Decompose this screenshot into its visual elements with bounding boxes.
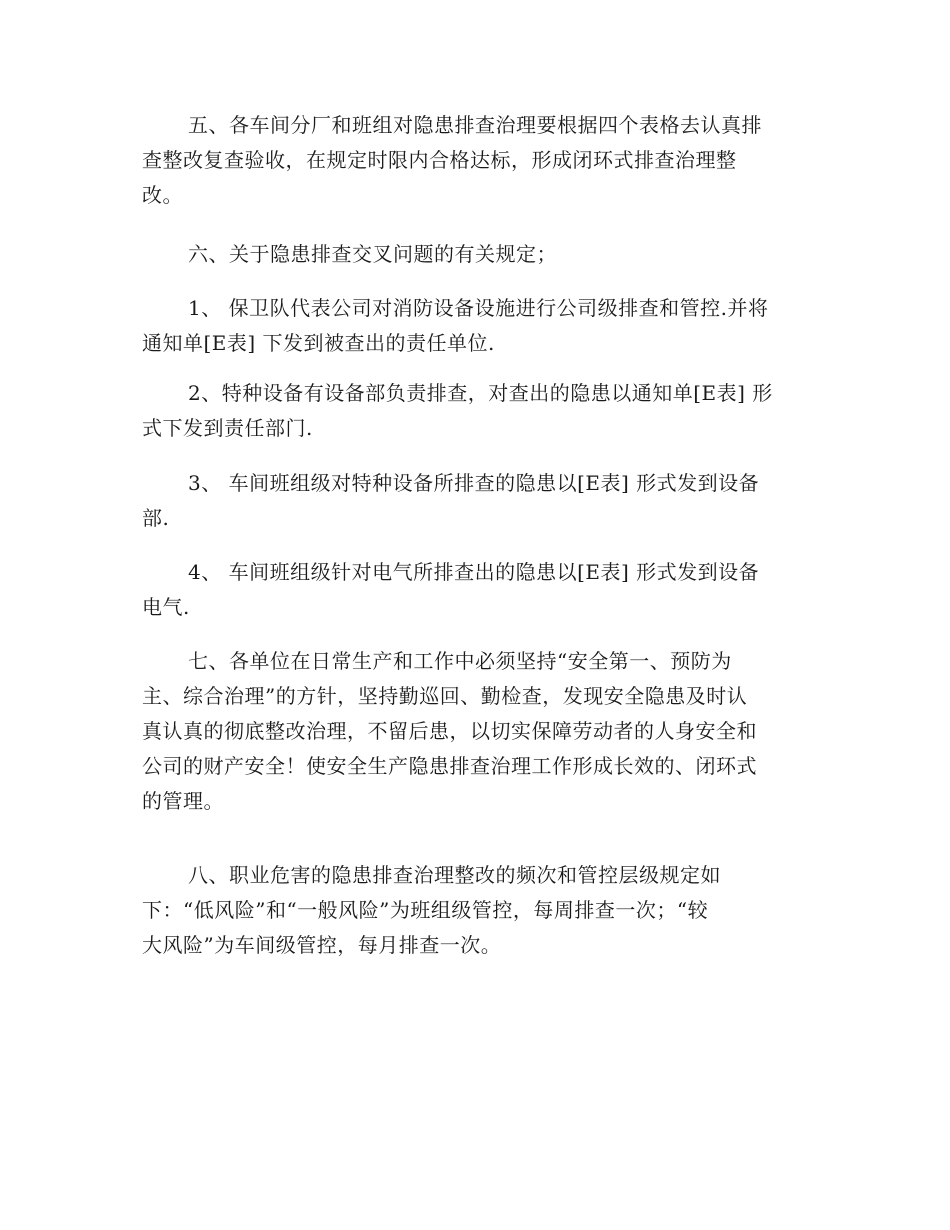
paragraph-line: 2、特种设备有设备部负责排查，对查出的隐患以通知单[E表] 形 <box>188 381 773 405</box>
paragraph-section-8 <box>142 858 812 963</box>
paragraph-line: 六、关于隐患排查交叉问题的有关规定； <box>188 242 557 266</box>
list-item-3 <box>142 466 812 536</box>
list-item-2 <box>142 376 812 446</box>
paragraph-line: 七、各单位在日常生产和工作中必须坚持“安全第一、预防为 <box>188 649 732 673</box>
paragraph-line: 大风险”为车间级管控，每月排查一次。 <box>142 933 502 957</box>
paragraph-line: 部. <box>142 506 170 530</box>
paragraph-section-7 <box>142 644 812 819</box>
list-item-4 <box>142 555 812 625</box>
paragraph-line: 1、 保卫队代表公司对消防设备设施进行公司级排查和管控.并将 <box>188 296 769 320</box>
paragraph-line: 4、 车间班组级针对电气所排查出的隐患以[E表] 形式发到设备 <box>188 560 760 584</box>
paragraph-line: 公司的财产安全！使安全生产隐患排查治理工作形成长效的、闭环式 <box>142 754 757 778</box>
paragraph-line: 八、职业危害的隐患排查治理整改的频次和管控层级规定如 <box>188 863 721 887</box>
paragraph-line: 3、 车间班组级对特种设备所排查的隐患以[E表] 形式发到设备 <box>188 471 760 495</box>
paragraph-line: 五、各车间分厂和班组对隐患排查治理要根据四个表格去认真排 <box>188 113 762 137</box>
paragraph-line: 改。 <box>142 183 183 207</box>
paragraph-section-6 <box>142 237 812 272</box>
paragraph-line: 下：“低风险”和“一般风险”为班组级管控，每周排查一次；“较 <box>142 898 709 922</box>
paragraph-section-5 <box>142 108 812 213</box>
paragraph-line: 主、综合治理”的方针，坚持勤巡回、勤检查，发现安全隐患及时认 <box>142 684 748 708</box>
paragraph-line: 式下发到责任部门. <box>142 416 313 440</box>
list-item-1 <box>142 291 812 361</box>
paragraph-line: 电气. <box>142 595 190 619</box>
paragraph-line: 的管理。 <box>142 789 224 813</box>
paragraph-line: 通知单[E表] 下发到被查出的责任单位. <box>142 331 495 355</box>
paragraph-line: 查整改复查验收，在规定时限内合格达标，形成闭环式排查治理整 <box>142 148 737 172</box>
paragraph-line: 真认真的彻底整改治理，不留后患，以切实保障劳动者的人身安全和 <box>142 719 757 743</box>
